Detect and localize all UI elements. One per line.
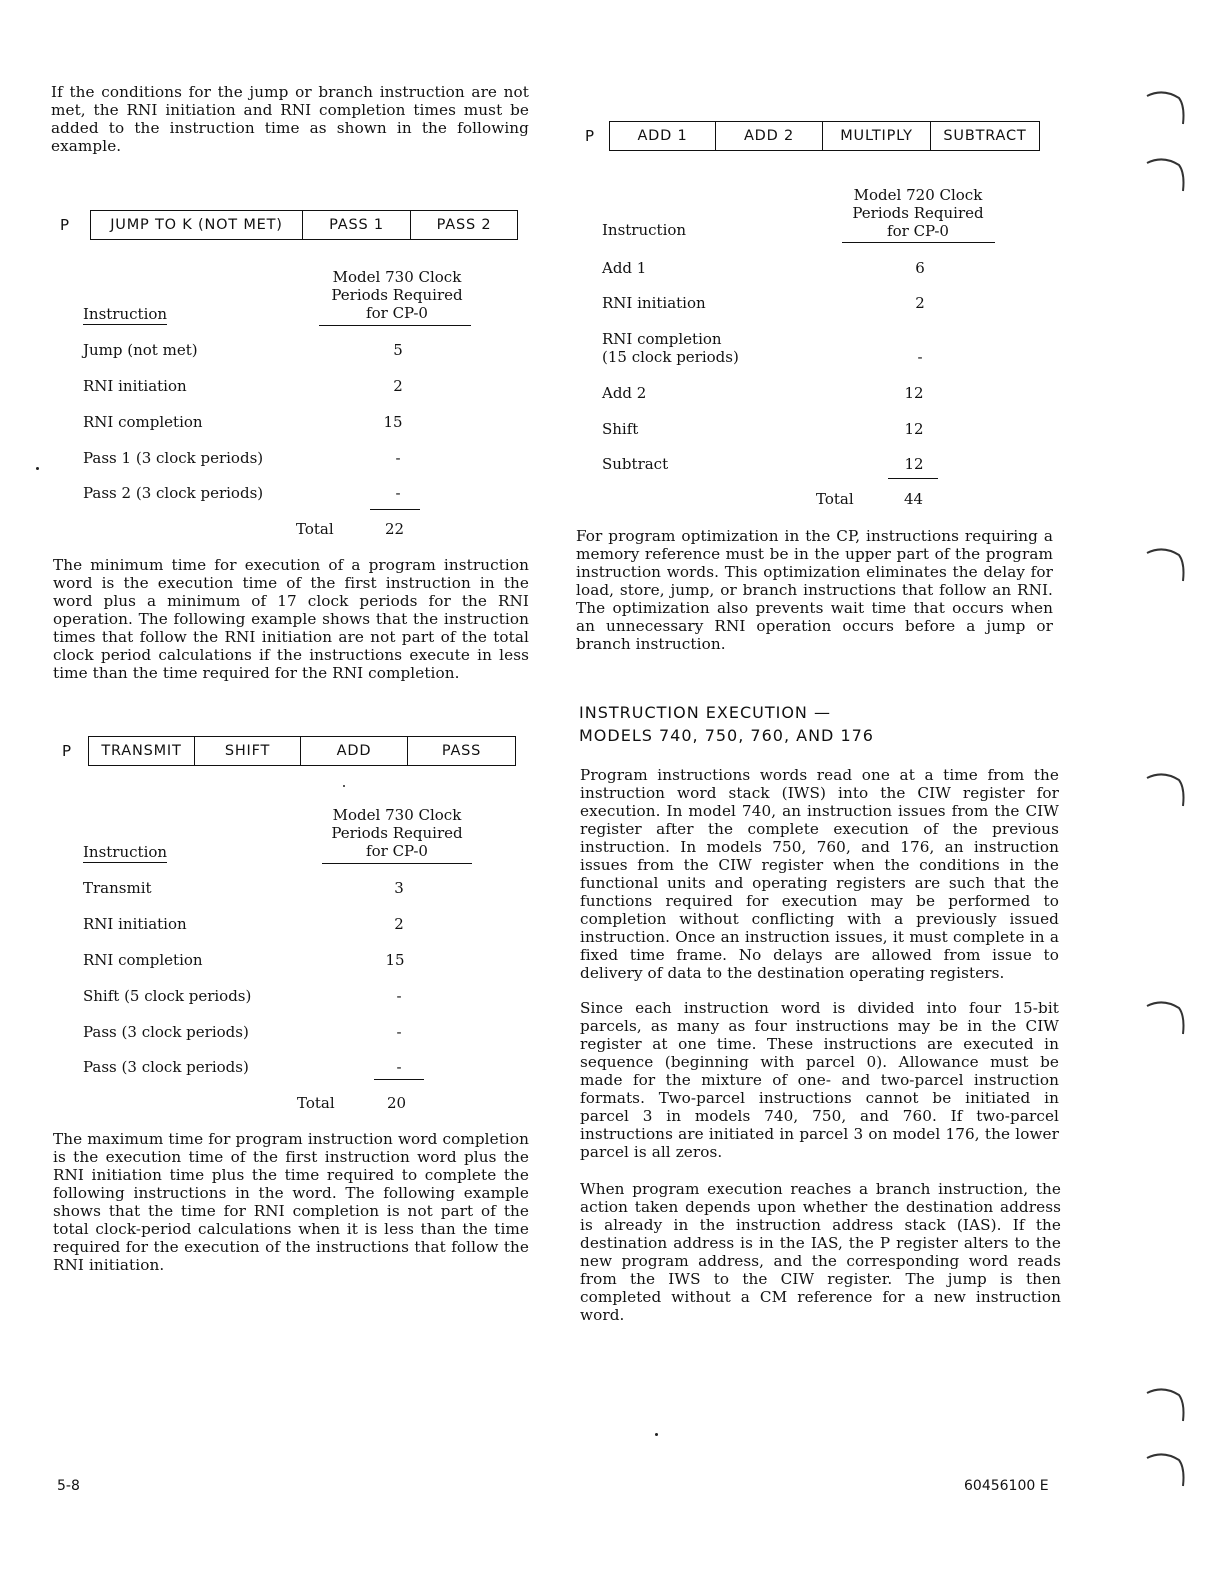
row-label: RNI completion <box>83 951 203 969</box>
row-value: 2 <box>393 377 403 395</box>
row-label: RNI initiation <box>83 377 187 395</box>
branch-paragraph: When program execution reaches a branch instruction, the action taken depends upon whether the destination address is already in the instruction address stack (IAS). If the destination address is in the IAS, the P register alters to the new program address, and the corresponding word reads from the IWS to the CIW register. The jump is then completed without a CM reference for a new instruction word. <box>580 1180 1061 1324</box>
row-value: 2 <box>915 294 925 312</box>
parcel-cell: PASS <box>441 743 482 759</box>
parcel-cell: ADD <box>301 737 408 765</box>
timing-table-2 <box>83 806 523 1116</box>
table-row <box>83 341 523 361</box>
row-value: 12 <box>904 384 924 402</box>
left-column <box>51 83 529 155</box>
intro-paragraph: If the conditions for the jump or branch instruction are not met, the RNI initiation and RNI completion times must be added to the instruction time as shown in the following example. <box>51 83 529 155</box>
total-label: Total <box>297 1094 335 1112</box>
row-value: 5 <box>393 341 403 359</box>
binder-hole-icon <box>1145 1450 1185 1490</box>
parcel-cell: ADD 1 <box>610 122 716 150</box>
parcel-cell: PASS 1 <box>303 211 411 239</box>
column-heading-line: Model 730 Clock <box>332 806 462 824</box>
row-value: 15 <box>383 413 403 431</box>
timing-table-3 <box>602 186 1042 516</box>
column-heading-line: Periods Required <box>852 204 984 222</box>
instruction-heading: Instruction <box>83 843 168 861</box>
section-heading <box>579 701 874 747</box>
table-row <box>83 1023 523 1043</box>
p-register-label: P <box>62 742 72 760</box>
table-row <box>83 915 523 935</box>
row-value: 3 <box>394 879 404 897</box>
binder-hole-icon <box>1145 155 1185 195</box>
column-heading <box>319 268 475 322</box>
row-value: 12 <box>904 420 924 438</box>
table-row <box>602 420 1042 440</box>
right-paragraph-2 <box>580 766 1059 982</box>
column-heading <box>840 186 996 240</box>
table-row <box>83 413 523 433</box>
binder-hole-icon <box>1145 998 1185 1038</box>
row-value: - <box>396 1058 402 1076</box>
parcel-diagram-3 <box>585 121 1040 151</box>
row-label: Pass 2 (3 clock periods) <box>83 484 264 502</box>
heading-rule <box>319 325 471 326</box>
column-heading <box>319 806 475 860</box>
execution-paragraph: Program instructions words read one at a time from the instruction word stack (IWS) into the CIW register for execution. In model 740, an instruction issues from the CIW register after the complete execution of the previous instruction. In models 750, 760, and 176, an instruction issues from the CIW register when the conditions in the functional units and operating registers are such that the functions required for execution may be performed to completion without conflicting with a previously issued instruction. Once an instruction issues, it must complete in a fixed time frame. No delays are allowed from issue to delivery of data to the destination operating registers. <box>580 766 1059 982</box>
row-value: - <box>395 484 401 502</box>
instruction-heading: Instruction <box>602 221 687 239</box>
table-row <box>83 951 523 971</box>
row-value: - <box>917 348 923 366</box>
total-label: Total <box>296 520 334 538</box>
row-value: 2 <box>394 915 404 933</box>
section-heading-line: MODELS 740, 750, 760, AND 176 <box>579 726 874 745</box>
row-label: Jump (not met) <box>83 341 198 359</box>
speck <box>655 1433 658 1436</box>
row-label: RNI initiation <box>83 915 187 933</box>
row-value: - <box>396 987 402 1005</box>
table-row <box>83 1058 523 1078</box>
parcel-diagram-2 <box>62 736 516 766</box>
row-value: - <box>396 1023 402 1041</box>
row-value: - <box>395 449 401 467</box>
parcel-cell: JUMP TO K (NOT MET) <box>91 211 303 239</box>
speck <box>343 785 345 787</box>
total-rule <box>374 1079 424 1080</box>
instruction-heading: Instruction <box>83 305 168 323</box>
table-row <box>602 330 1042 370</box>
timing-table-1 <box>83 268 523 540</box>
row-label: Shift (5 clock periods) <box>83 987 252 1005</box>
left-paragraph-2 <box>53 556 529 682</box>
table-row <box>602 259 1042 279</box>
right-paragraph-3 <box>580 999 1059 1161</box>
parcel-cell: MULTIPLY <box>823 122 931 150</box>
row-label: RNI initiation <box>602 294 706 312</box>
row-label: Add 2 <box>602 384 647 402</box>
column-heading-line: for CP-0 <box>366 842 428 860</box>
minimum-time-paragraph: The minimum time for execution of a program instruction word is the execution time of the first instruction in the word plus a minimum of 17 clock periods for the RNI operation. The following example shows that the instruction times that follow the RNI initiation are not part of the total clock period calculations if the instructions execute in less time than the time required for the RNI completion. <box>53 556 529 682</box>
total-value: 44 <box>904 490 924 508</box>
column-heading-line: Periods Required <box>331 824 463 842</box>
table-row <box>83 449 523 469</box>
row-value: 12 <box>904 455 924 473</box>
row-label-continued: (15 clock periods) <box>602 348 739 366</box>
table-row <box>83 484 523 504</box>
total-rule <box>888 478 938 479</box>
row-label: RNI completion <box>602 330 722 348</box>
column-heading-line: Model 720 Clock <box>853 186 983 204</box>
p-register-label: P <box>585 127 595 145</box>
parcel-cell: SHIFT <box>195 737 301 765</box>
document-number: 60456100 E <box>964 1478 1049 1494</box>
heading-rule <box>322 863 472 864</box>
p-register-label: P <box>60 216 70 234</box>
speck <box>36 467 39 470</box>
parcel-cell: PASS 2 <box>436 217 492 233</box>
parcel-cells <box>609 121 1040 151</box>
table-row <box>83 987 523 1007</box>
parcel-cells <box>90 210 518 240</box>
column-heading-line: for CP-0 <box>366 304 428 322</box>
row-label: Pass 1 (3 clock periods) <box>83 449 264 467</box>
row-label: Subtract <box>602 455 669 473</box>
row-label: Pass (3 clock periods) <box>83 1023 249 1041</box>
total-value: 20 <box>387 1094 407 1112</box>
binder-hole-icon <box>1145 1385 1185 1425</box>
table-row <box>83 879 523 899</box>
left-paragraph-3 <box>53 1130 529 1274</box>
row-label: Pass (3 clock periods) <box>83 1058 249 1076</box>
parcel-cells <box>88 736 516 766</box>
column-heading-line: Periods Required <box>331 286 463 304</box>
row-label: Add 1 <box>602 259 647 277</box>
total-rule <box>370 509 420 510</box>
parcel-cell: TRANSMIT <box>89 737 195 765</box>
row-value: 6 <box>915 259 925 277</box>
parcel-diagram-1 <box>60 210 518 240</box>
heading-rule <box>842 242 995 243</box>
section-heading-line: INSTRUCTION EXECUTION — <box>579 703 831 722</box>
table-row <box>83 377 523 397</box>
total-value: 22 <box>385 520 405 538</box>
total-label: Total <box>816 490 854 508</box>
table-row <box>602 455 1042 475</box>
table-row <box>602 294 1042 314</box>
binder-hole-icon <box>1145 770 1185 810</box>
right-paragraph-4 <box>580 1180 1061 1324</box>
parcel-cell: SUBTRACT <box>943 128 1027 144</box>
page-number: 5-8 <box>57 1478 80 1494</box>
row-value: 15 <box>385 951 405 969</box>
row-label: Transmit <box>83 879 152 897</box>
row-label: RNI completion <box>83 413 203 431</box>
binder-hole-icon <box>1145 545 1185 585</box>
binder-hole-icon <box>1145 88 1185 128</box>
column-heading-line: Model 730 Clock <box>332 268 462 286</box>
maximum-time-paragraph: The maximum time for program instruction word completion is the execution time of the first instruction word plus the RNI initiation time plus the time required to complete the following instructions in the word. The following example shows that the time for RNI completion is not part of the total clock-period calculations when it is less than the time required for the execution of the instructions that follow the RNI initiation. <box>53 1130 529 1274</box>
optimization-paragraph: For program optimization in the CP, instructions requiring a memory reference must be in the upper part of the program instruction words. This optimization eliminates the delay for load, store, jump, or branch instructions that follow an RNI. The optimization also prevents wait time that occurs when an unnecessary RNI operation occurs before a jump or branch instruction. <box>576 527 1053 653</box>
parcel-cell: ADD 2 <box>716 122 823 150</box>
right-paragraph-1 <box>576 527 1053 653</box>
parcels-paragraph: Since each instruction word is divided into four 15-bit parcels, as many as four instructions may be in the CIW register at one time. These instructions are executed in sequence (beginning with parcel 0). Allowance must be made for the mixture of one- and two-parcel instruction formats. Two-parcel instructions cannot be initiated in parcel 3 in models 740, 750, and 760. If two-parcel instructions are initiated in parcel 3 on model 176, the lower parcel is all zeros. <box>580 999 1059 1161</box>
table-row <box>602 384 1042 404</box>
column-heading-line: for CP-0 <box>887 222 949 240</box>
row-label: Shift <box>602 420 639 438</box>
